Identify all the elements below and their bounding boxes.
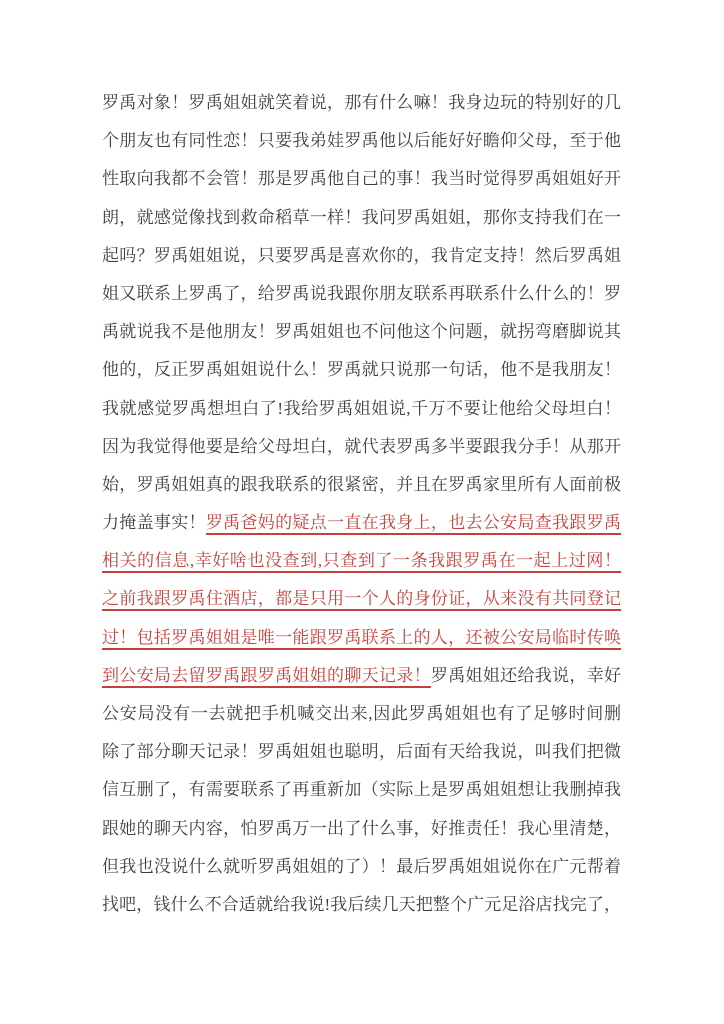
text-run: 公安局没有一去就把手机喊交出来,因此罗禹姐姐也有了足够时间删 [102, 704, 621, 723]
text-line [102, 542, 621, 580]
highlighted-text-run: 到公安局去留罗禹跟罗禹姐姐的聊天记录！ [102, 665, 431, 685]
text-run: 他的，反正罗禹姐姐说什么！罗禹就只说那一句话，他不是我朋友！ [102, 360, 621, 380]
text-run: 找吧，钱什么不合适就给我说!我后续几天把整个广元足浴店找完了， [102, 894, 621, 914]
text-line [102, 160, 621, 198]
text-run: 除了部分聊天记录！罗禹姐姐也聪明，后面有天给我说，叫我们把微 [102, 742, 621, 762]
text-run: 力掩盖事实！ [102, 513, 206, 533]
text-line [102, 733, 621, 771]
text-line [102, 275, 621, 313]
text-line [102, 390, 621, 428]
text-line [102, 657, 621, 695]
text-line [102, 84, 621, 122]
text-run: 信互删了，有需要联系了再重新加（实际上是罗禹姐姐想让我删掉我 [102, 780, 621, 800]
highlighted-text-run: 过！包括罗禹姐姐是唯一能跟罗禹联系上的人，还被公安局临时传唤 [102, 627, 621, 647]
text-line [102, 428, 621, 466]
text-run: 我就感觉罗禹想坦白了!我给罗禹姐姐说,千万不要让他给父母坦白！ [102, 398, 621, 418]
text-run: 罗禹姐姐还给我说，幸好 [430, 665, 622, 685]
text-run: 因为我觉得他要是给父母坦白，就代表罗禹多半要跟我分手！从那开 [102, 436, 621, 456]
text-line [102, 619, 621, 657]
text-line [102, 886, 621, 924]
text-line [102, 771, 621, 809]
text-run: 起吗？罗禹姐姐说，只要罗禹是喜欢你的，我肯定支持！然后罗禹姐 [102, 245, 621, 265]
text-run: 个朋友也有同性恋！只要我弟娃罗禹他以后能好好瞻仰父母，至于他 [102, 131, 621, 151]
highlighted-text-run: 之前我跟罗禹住酒店，都是只用一个人的身份证，从来没有共同登记 [102, 589, 621, 609]
text-run: 性取向我都不会管！那是罗禹他自己的事！我当时觉得罗禹姐姐好开 [102, 169, 621, 189]
text-run: 跟她的聊天内容，怕罗禹万一出了什么事，好推责任！我心里清楚， [102, 818, 621, 838]
highlighted-text-run: 罗禹爸妈的疑点一直在我身上，也去公安局查我跟罗禹 [205, 513, 622, 533]
text-run: 禹就说我不是他朋友！罗禹姐姐也不问他这个问题，就拐弯磨脚说其 [102, 322, 621, 342]
text-run: 始，罗禹姐姐真的跟我联系的很紧密，并且在罗禹家里所有人面前极 [102, 474, 621, 494]
text-line [102, 810, 621, 848]
text-run: 罗禹对象！罗禹姐姐就笑着说，那有什么嘛！我身边玩的特别好的几 [102, 93, 621, 112]
text-line [102, 313, 621, 351]
text-line [102, 695, 621, 733]
text-line [102, 466, 621, 504]
text-line [102, 199, 621, 237]
text-line [102, 580, 621, 618]
text-run: 但我也没说什么就听罗禹姐姐的了）！最后罗禹姐姐说你在广元帮着 [102, 856, 621, 876]
text-line [102, 237, 621, 275]
text-line [102, 122, 621, 160]
highlighted-text-run: 相关的信息,幸好啥也没查到,只查到了一条我跟罗禹在一起上过网！ [102, 551, 621, 571]
text-line [102, 351, 621, 389]
text-run: 姐又联系上罗禹了，给罗禹说我跟你朋友联系再联系什么什么的！罗 [102, 283, 621, 303]
text-run: 朗，就感觉像找到救命稻草一样！我问罗禹姐姐，那你支持我们在一 [102, 207, 621, 227]
text-line [102, 848, 621, 886]
document-text [102, 84, 621, 924]
text-line [102, 504, 621, 542]
